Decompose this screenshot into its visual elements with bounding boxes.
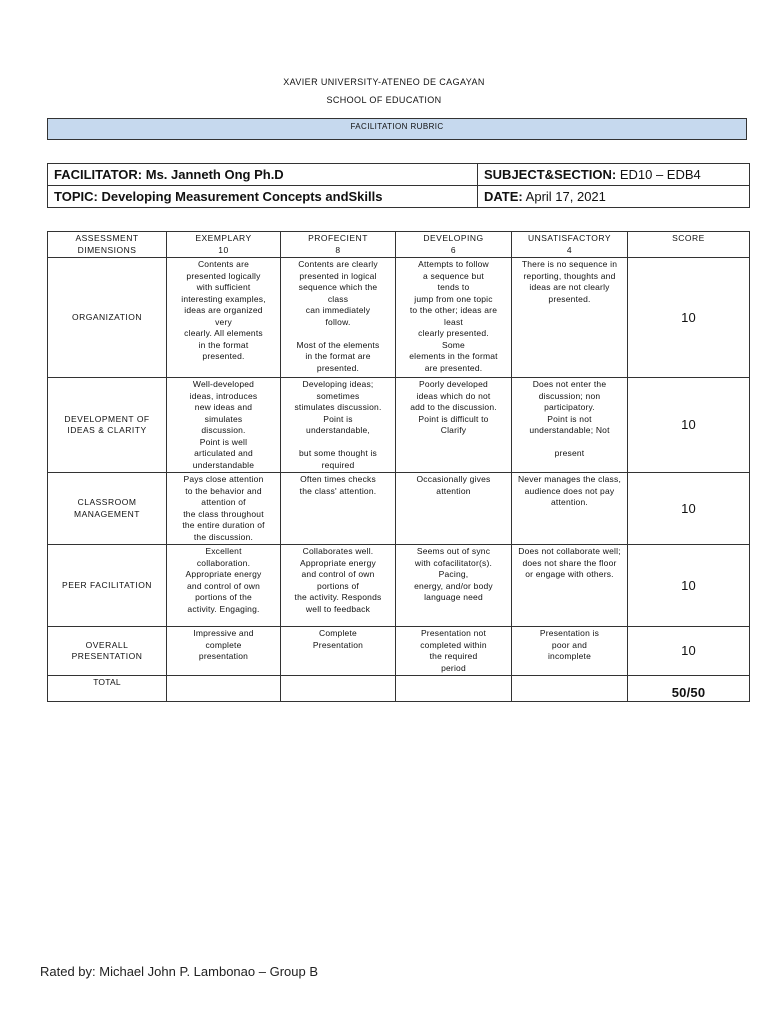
topic-value: Developing Measurement Concepts andSkills [101,189,383,204]
proficient-cell: Often times checks the class' attention. [281,473,396,545]
developing-cell: Seems out of sync with cofacilitator(s). Pacing, energy, and/or body language need [396,545,512,627]
col-header-unsatisfactory: UNSATISFACTORY 4 [512,232,628,258]
dimension-label: CLASSROOM MANAGEMENT [48,473,167,545]
topic-label: TOPIC: [54,189,98,204]
score-cell: 10 [628,627,750,676]
date-value: April 17, 2021 [525,189,606,204]
rubric-header-row [48,232,750,258]
score-cell: 10 [628,378,750,473]
rubric-banner: FACILITATION RUBRIC [47,118,747,140]
exemplary-cell: Impressive and complete presentation [167,627,281,676]
col-header-proficient: PROFECIENT 8 [281,232,396,258]
rated-by-line: Rated by: Michael John P. Lambonao – Group B [40,964,318,979]
total-score: 50/50 [628,676,750,702]
dimension-label: ORGANIZATION [48,258,167,378]
subject-cell [478,164,750,186]
facilitator-label: FACILITATOR: [54,167,143,182]
score-cell: 10 [628,545,750,627]
col-header-developing: DEVELOPING 6 [396,232,512,258]
dimension-label: PEER FACILITATION [48,545,167,627]
facilitator-cell [48,164,478,186]
exemplary-cell: Excellent collaboration. Appropriate energy and control of own portions of the activity. Engaging. [167,545,281,627]
rubric-row [48,378,750,473]
developing-cell: Poorly developed ideas which do not add to the discussion. Point is difficult to Clarify [396,378,512,473]
rubric-row [48,258,750,378]
developing-cell: Occasionally gives attention [396,473,512,545]
subject-value: ED10 – EDB4 [619,167,701,182]
info-row [48,164,750,186]
empty-cell [167,676,281,702]
col-header-exemplary: EXEMPLARY 10 [167,232,281,258]
date-label: DATE: [484,189,523,204]
col-header-dimensions: ASSESSMENT DIMENSIONS [48,232,167,258]
score-cell: 10 [628,258,750,378]
rubric-row [48,627,750,676]
empty-cell [512,676,628,702]
rubric-table [47,231,750,702]
unsatisfactory-cell: Does not collaborate well; does not share the floor or engage with others. [512,545,628,627]
unsatisfactory-cell: Presentation is poor and incomplete [512,627,628,676]
proficient-cell: Contents are clearly presented in logical sequence which the class can immediately follow. Most of the elements in the format are presented. [281,258,396,378]
rubric-row [48,473,750,545]
score-cell: 10 [628,473,750,545]
facilitator-value: Ms. Janneth Ong Ph.D [145,167,284,182]
info-table [47,163,750,208]
unsatisfactory-cell: Does not enter the discussion; non participatory. Point is not understandable; Not present [512,378,628,473]
unsatisfactory-cell: There is no sequence in reporting, thoughts and ideas are not clearly presented. [512,258,628,378]
rubric-row [48,545,750,627]
exemplary-cell: Well-developed ideas, introduces new ideas and simulates discussion. Point is well articulated and understandable [167,378,281,473]
date-cell [478,186,750,208]
total-row [48,676,750,702]
unsatisfactory-cell: Never manages the class, audience does not pay attention. [512,473,628,545]
developing-cell: Presentation not completed within the required period [396,627,512,676]
proficient-cell: Complete Presentation [281,627,396,676]
exemplary-cell: Contents are presented logically with sufficient interesting examples, ideas are organized very clearly. All elements in the format presented. [167,258,281,378]
col-header-score: SCORE [628,232,750,258]
empty-cell [396,676,512,702]
university-name: XAVIER UNIVERSITY-ATENEO DE CAGAYAN [283,77,485,87]
school-name: SCHOOL OF EDUCATION [326,95,442,105]
topic-cell [48,186,478,208]
developing-cell: Attempts to follow a sequence but tends to jump from one topic to the other; ideas are least clearly presented. Some elements in the format are presented. [396,258,512,378]
dimension-label: OVERALL PRESENTATION [48,627,167,676]
proficient-cell: Collaborates well. Appropriate energy and control of own portions of the activity. Responds well to feedback [281,545,396,627]
empty-cell [281,676,396,702]
info-row [48,186,750,208]
proficient-cell: Developing ideas; sometimes stimulates discussion. Point is understandable, but some thought is required [281,378,396,473]
total-label: TOTAL [48,676,167,702]
dimension-label: DEVELOPMENT OF IDEAS & CLARITY [48,378,167,473]
exemplary-cell: Pays close attention to the behavior and attention of the class throughout the entire duration of the discussion. [167,473,281,545]
subject-label: SUBJECT&SECTION: [484,167,617,182]
